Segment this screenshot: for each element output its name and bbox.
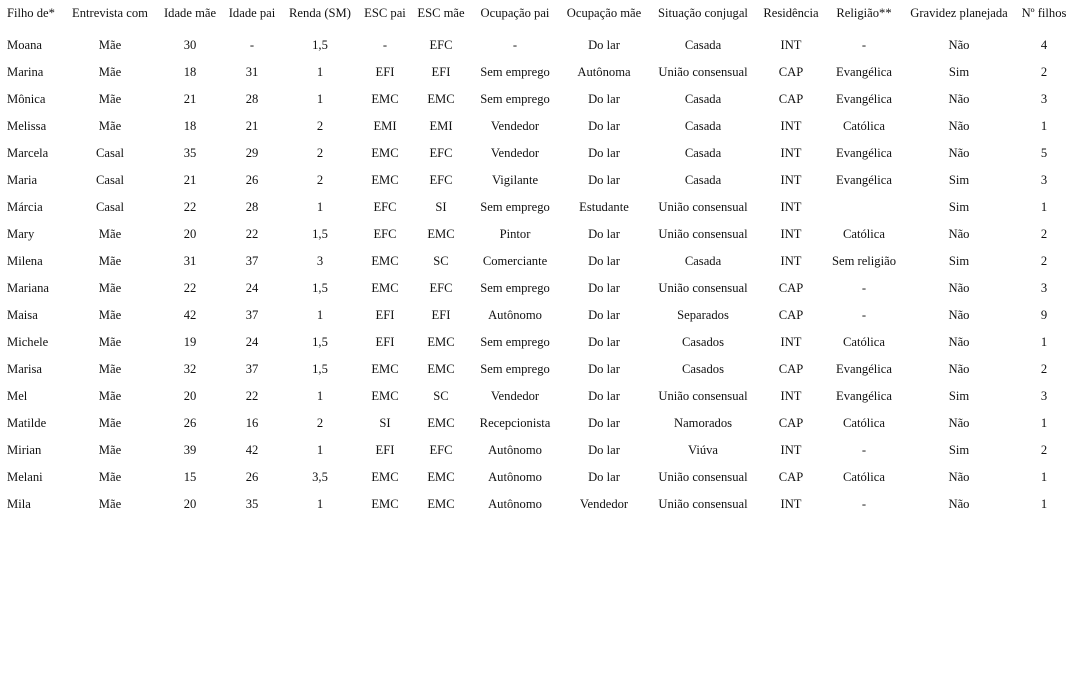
column-header: Entrevista com <box>72 6 148 20</box>
table-cell: 1 <box>1040 496 1048 511</box>
table-cell: Sim <box>948 253 970 268</box>
table-cell: Mãe <box>98 307 122 322</box>
table-cell: Sem emprego <box>480 91 550 106</box>
table-cell: 1 <box>316 91 324 106</box>
table-cell: EMC <box>427 361 455 376</box>
table-row <box>3 436 1073 463</box>
column-header: ESC pai <box>364 6 406 20</box>
table-cell: EFI <box>375 334 395 349</box>
table-cell: Não <box>948 361 970 376</box>
row-name-cell: Matilde <box>7 415 47 430</box>
table-cell: INT <box>780 442 802 457</box>
table-cell: Sim <box>948 199 970 214</box>
table-cell: Não <box>948 145 970 160</box>
table-cell: União consensual <box>658 64 748 79</box>
table-cell: União consensual <box>658 199 748 214</box>
table-cell: União consensual <box>658 226 748 241</box>
table-cell: 1 <box>1040 118 1048 133</box>
table-cell: 26 <box>245 172 259 187</box>
table-cell: SI <box>379 415 391 430</box>
table-cell: Mãe <box>98 334 122 349</box>
row-name-cell: Mônica <box>7 91 46 106</box>
table-cell: 3,5 <box>312 469 328 484</box>
table-cell: CAP <box>778 361 804 376</box>
table-cell: Autônoma <box>577 64 631 79</box>
table-cell: EMC <box>371 388 399 403</box>
table-cell: EMC <box>427 91 455 106</box>
table-cell: Casados <box>682 334 724 349</box>
table-cell: Sem emprego <box>480 361 550 376</box>
table-cell: Estudante <box>579 199 629 214</box>
table-cell: Vendedor <box>490 388 540 403</box>
table-cell: EFI <box>375 307 395 322</box>
column-header: Idade mãe <box>163 6 217 20</box>
table-cell: Autônomo <box>488 442 542 457</box>
table-cell: Mãe <box>98 388 122 403</box>
table-cell: Mãe <box>98 118 122 133</box>
table-cell: EMC <box>371 91 399 106</box>
table-cell: 16 <box>245 415 259 430</box>
table-cell: 1 <box>1040 415 1048 430</box>
table-cell: Mãe <box>98 361 122 376</box>
table-cell: 2 <box>316 172 324 187</box>
table-cell: Vigilante <box>491 172 539 187</box>
table-cell: EMI <box>373 118 397 133</box>
table-cell: 31 <box>245 64 259 79</box>
table-cell: INT <box>780 37 802 52</box>
table-row <box>3 139 1073 166</box>
table-cell: EMC <box>371 280 399 295</box>
column-header: Nº filhos <box>1021 6 1067 20</box>
table-row <box>3 382 1073 409</box>
table-cell: 1 <box>316 442 324 457</box>
column-header: Residência <box>763 6 819 20</box>
table-cell: Não <box>948 226 970 241</box>
table-cell: CAP <box>778 415 804 430</box>
table-cell: EMI <box>429 118 453 133</box>
table-cell: Não <box>948 415 970 430</box>
table-cell: INT <box>780 334 802 349</box>
table-cell: Não <box>948 334 970 349</box>
table-cell: Casada <box>684 253 722 268</box>
table-cell: 22 <box>245 226 259 241</box>
table-cell: INT <box>780 253 802 268</box>
table-cell: EFI <box>375 442 395 457</box>
table-cell: Do lar <box>588 334 620 349</box>
table-cell: - <box>512 37 518 52</box>
table-cell: 1 <box>316 388 324 403</box>
table-cell: EFC <box>429 172 453 187</box>
table-cell: Do lar <box>588 442 620 457</box>
table-cell: Não <box>948 91 970 106</box>
table-row <box>3 490 1073 517</box>
table-cell: Não <box>948 280 970 295</box>
table-cell: 1 <box>1040 334 1048 349</box>
table-cell: Do lar <box>588 118 620 133</box>
table-cell: - <box>861 442 867 457</box>
table-cell: 2 <box>316 415 324 430</box>
table-cell: Evangélica <box>836 64 892 79</box>
table-cell: 3 <box>1040 388 1048 403</box>
table-cell: 20 <box>183 388 197 403</box>
table-cell: 2 <box>316 145 324 160</box>
table-cell: 24 <box>245 334 259 349</box>
table-cell: Mãe <box>98 415 122 430</box>
table-row <box>3 301 1073 328</box>
table-cell: Sem emprego <box>480 64 550 79</box>
table-cell: 35 <box>245 496 259 511</box>
table-cell: CAP <box>778 469 804 484</box>
table-cell: Católica <box>843 118 885 133</box>
table-cell: 1 <box>1040 199 1048 214</box>
table-cell: INT <box>780 226 802 241</box>
column-header: Ocupação mãe <box>566 6 642 20</box>
table-cell: 18 <box>183 118 197 133</box>
table-cell: 28 <box>245 91 259 106</box>
table-cell: 31 <box>183 253 197 268</box>
table-cell: 1 <box>316 199 324 214</box>
table-cell: União consensual <box>658 388 748 403</box>
table-cell: Do lar <box>588 469 620 484</box>
table-cell: 21 <box>245 118 259 133</box>
table-cell: INT <box>780 496 802 511</box>
table-cell: Vendedor <box>490 145 540 160</box>
table-cell: EMC <box>427 496 455 511</box>
row-name-cell: Melissa <box>7 118 47 133</box>
table-cell: Mãe <box>98 91 122 106</box>
table-cell: 3 <box>1040 280 1048 295</box>
table-cell: INT <box>780 145 802 160</box>
table-cell: 3 <box>1040 172 1048 187</box>
table-cell: INT <box>780 388 802 403</box>
table-cell: EFI <box>375 64 395 79</box>
table-cell: Do lar <box>588 145 620 160</box>
row-name-cell: Maisa <box>7 307 38 322</box>
table-cell: 4 <box>1040 37 1048 52</box>
table-cell: Vendedor <box>490 118 540 133</box>
table-cell: Do lar <box>588 172 620 187</box>
table-cell: INT <box>780 172 802 187</box>
table-cell: Não <box>948 307 970 322</box>
table-cell: - <box>861 496 867 511</box>
table-cell: - <box>861 280 867 295</box>
row-name-cell: Marisa <box>7 361 42 376</box>
table-cell: Do lar <box>588 307 620 322</box>
table-cell: 39 <box>183 442 197 457</box>
table-cell: Do lar <box>588 253 620 268</box>
table-cell: Mãe <box>98 37 122 52</box>
table-cell: EFC <box>429 37 453 52</box>
table-cell: EFC <box>429 280 453 295</box>
row-name-cell: Márcia <box>7 199 43 214</box>
table-cell: Sim <box>948 442 970 457</box>
table-cell: 21 <box>183 91 197 106</box>
row-name-cell: Moana <box>7 37 42 52</box>
table-row <box>3 112 1073 139</box>
header-row <box>3 5 1073 31</box>
table-cell: INT <box>780 199 802 214</box>
table-row <box>3 166 1073 193</box>
table-cell: Evangélica <box>836 91 892 106</box>
table-row <box>3 409 1073 436</box>
table-cell: 26 <box>183 415 197 430</box>
table-cell: EMC <box>371 253 399 268</box>
table-cell: EMC <box>371 172 399 187</box>
table-cell: 1 <box>316 307 324 322</box>
row-name-cell: Melani <box>7 469 43 484</box>
table-cell: Mãe <box>98 496 122 511</box>
row-name-cell: Marcela <box>7 145 49 160</box>
table-cell: 37 <box>245 253 259 268</box>
table-cell: 20 <box>183 226 197 241</box>
table-row <box>3 85 1073 112</box>
table-cell: 9 <box>1040 307 1048 322</box>
table-cell: EFI <box>431 307 451 322</box>
table-cell: Casada <box>684 91 722 106</box>
table-cell: EFI <box>431 64 451 79</box>
table-cell: - <box>382 37 388 52</box>
table-row <box>3 274 1073 301</box>
table-cell: Sem emprego <box>480 280 550 295</box>
table-row <box>3 247 1073 274</box>
table-cell: 1,5 <box>312 226 328 241</box>
table-cell: Mãe <box>98 226 122 241</box>
table-cell: Mãe <box>98 280 122 295</box>
table-cell: União consensual <box>658 496 748 511</box>
table-cell: 1 <box>316 496 324 511</box>
table-cell: CAP <box>778 280 804 295</box>
table-cell: EMC <box>371 361 399 376</box>
table-cell: 15 <box>183 469 197 484</box>
table-cell: 22 <box>183 199 197 214</box>
table-cell: 42 <box>183 307 197 322</box>
column-header: ESC mãe <box>417 6 465 20</box>
table-cell: Do lar <box>588 91 620 106</box>
table-cell: Sem emprego <box>480 199 550 214</box>
table-cell: 42 <box>245 442 259 457</box>
table-cell: 2 <box>1040 361 1048 376</box>
table-cell: Do lar <box>588 280 620 295</box>
table-cell: EMC <box>427 226 455 241</box>
table-cell: Católica <box>843 469 885 484</box>
data-table <box>3 5 1073 517</box>
row-name-cell: Marina <box>7 64 44 79</box>
table-cell: 3 <box>1040 91 1048 106</box>
table-cell: 30 <box>183 37 197 52</box>
table-cell: Não <box>948 118 970 133</box>
table-cell: União consensual <box>658 469 748 484</box>
table-cell: Católica <box>843 334 885 349</box>
table-cell: 2 <box>1040 64 1048 79</box>
table-cell: 1,5 <box>312 37 328 52</box>
table-cell: EMC <box>371 145 399 160</box>
table-cell: EFC <box>373 199 397 214</box>
table-cell: Evangélica <box>836 145 892 160</box>
table-body <box>3 31 1073 517</box>
table-cell: Autônomo <box>488 307 542 322</box>
table-cell: Do lar <box>588 226 620 241</box>
table-cell: Pintor <box>499 226 531 241</box>
table-cell: Não <box>948 469 970 484</box>
table-cell: 2 <box>316 118 324 133</box>
table-cell: Do lar <box>588 415 620 430</box>
column-header: Ocupação pai <box>480 6 550 20</box>
table-cell <box>825 193 903 220</box>
table-cell: Vendedor <box>579 496 629 511</box>
table-cell: Separados <box>677 307 729 322</box>
table-cell: Casal <box>96 172 124 187</box>
table-cell: Casada <box>684 145 722 160</box>
column-header: Gravidez planejada <box>910 6 1008 20</box>
table-cell: 2 <box>1040 442 1048 457</box>
table-cell: 20 <box>183 496 197 511</box>
table-cell: 35 <box>183 145 197 160</box>
table-cell: CAP <box>778 307 804 322</box>
table-row <box>3 220 1073 247</box>
table-cell: 22 <box>183 280 197 295</box>
table-cell: Sim <box>948 388 970 403</box>
row-name-cell: Milena <box>7 253 43 268</box>
table-cell: Do lar <box>588 361 620 376</box>
table-cell: EFC <box>429 145 453 160</box>
table-cell: EMC <box>371 496 399 511</box>
column-header: Idade pai <box>228 6 276 20</box>
table-cell: 29 <box>245 145 259 160</box>
table-cell: SI <box>435 199 447 214</box>
table-cell: Mãe <box>98 469 122 484</box>
table-cell: 28 <box>245 199 259 214</box>
column-header: Renda (SM) <box>289 6 351 20</box>
table-cell: SC <box>433 388 449 403</box>
table-cell: SC <box>433 253 449 268</box>
table-cell: Casada <box>684 118 722 133</box>
table-row <box>3 463 1073 490</box>
table-cell: Do lar <box>588 37 620 52</box>
row-name-cell: Michele <box>7 334 49 349</box>
table-row <box>3 355 1073 382</box>
column-header: Situação conjugal <box>658 6 748 20</box>
table-cell: EMC <box>427 415 455 430</box>
table-cell: 21 <box>183 172 197 187</box>
table-cell: 37 <box>245 307 259 322</box>
column-header: Religião** <box>836 6 892 20</box>
table-cell: EMC <box>371 469 399 484</box>
table-cell: Não <box>948 496 970 511</box>
table-cell: Sim <box>948 64 970 79</box>
table-cell: 2 <box>1040 253 1048 268</box>
table-cell: - <box>861 37 867 52</box>
table-cell: 1,5 <box>312 361 328 376</box>
table-cell: Autônomo <box>488 469 542 484</box>
table-cell: Evangélica <box>836 388 892 403</box>
table-row <box>3 58 1073 85</box>
table-cell: 2 <box>1040 226 1048 241</box>
table-cell: Evangélica <box>836 361 892 376</box>
table-cell: Mãe <box>98 64 122 79</box>
table-cell: Casada <box>684 172 722 187</box>
table-cell: Católica <box>843 226 885 241</box>
table-cell: 37 <box>245 361 259 376</box>
table-cell: Casada <box>684 37 722 52</box>
table-cell: Evangélica <box>836 172 892 187</box>
table-cell: CAP <box>778 64 804 79</box>
table-cell: Do lar <box>588 388 620 403</box>
table-cell: 3 <box>316 253 324 268</box>
table-cell: Casal <box>96 145 124 160</box>
table-cell: 5 <box>1040 145 1048 160</box>
table-cell: Mãe <box>98 442 122 457</box>
table-cell: Casal <box>96 199 124 214</box>
table-cell: Não <box>948 37 970 52</box>
row-name-cell: Mila <box>7 496 31 511</box>
table-cell: Mãe <box>98 253 122 268</box>
table-cell: - <box>861 307 867 322</box>
table-cell: EFC <box>429 442 453 457</box>
table-cell: 1,5 <box>312 334 328 349</box>
table-row <box>3 328 1073 355</box>
table-cell: - <box>249 37 255 52</box>
table-cell: EMC <box>427 469 455 484</box>
table-cell: 24 <box>245 280 259 295</box>
table-cell: Sem religião <box>831 253 896 268</box>
table-cell: Católica <box>843 415 885 430</box>
row-name-cell: Mel <box>7 388 28 403</box>
row-name-cell: Mirian <box>7 442 42 457</box>
table-cell: Recepcionista <box>479 415 551 430</box>
table-cell: 22 <box>245 388 259 403</box>
table-cell: CAP <box>778 91 804 106</box>
column-header: Filho de* <box>7 6 55 20</box>
row-name-cell: Mary <box>7 226 35 241</box>
table-row <box>3 31 1073 58</box>
table-cell: 1 <box>316 64 324 79</box>
table-cell: 1,5 <box>312 280 328 295</box>
table-cell: Autônomo <box>488 496 542 511</box>
table-cell: 19 <box>183 334 197 349</box>
table-cell: Comerciante <box>482 253 548 268</box>
table-cell: Namorados <box>673 415 733 430</box>
table-cell: INT <box>780 118 802 133</box>
table-cell: 26 <box>245 469 259 484</box>
table-cell: EMC <box>427 334 455 349</box>
table-cell: EFC <box>373 226 397 241</box>
row-name-cell: Mariana <box>7 280 49 295</box>
table-cell: União consensual <box>658 280 748 295</box>
table-cell: Casados <box>682 361 724 376</box>
row-name-cell: Maria <box>7 172 38 187</box>
table-cell: Sim <box>948 172 970 187</box>
table-row <box>3 193 1073 220</box>
table-cell: 18 <box>183 64 197 79</box>
table-cell: 32 <box>183 361 197 376</box>
table-cell: Viúva <box>687 442 719 457</box>
table-cell: Sem emprego <box>480 334 550 349</box>
table-cell: 1 <box>1040 469 1048 484</box>
